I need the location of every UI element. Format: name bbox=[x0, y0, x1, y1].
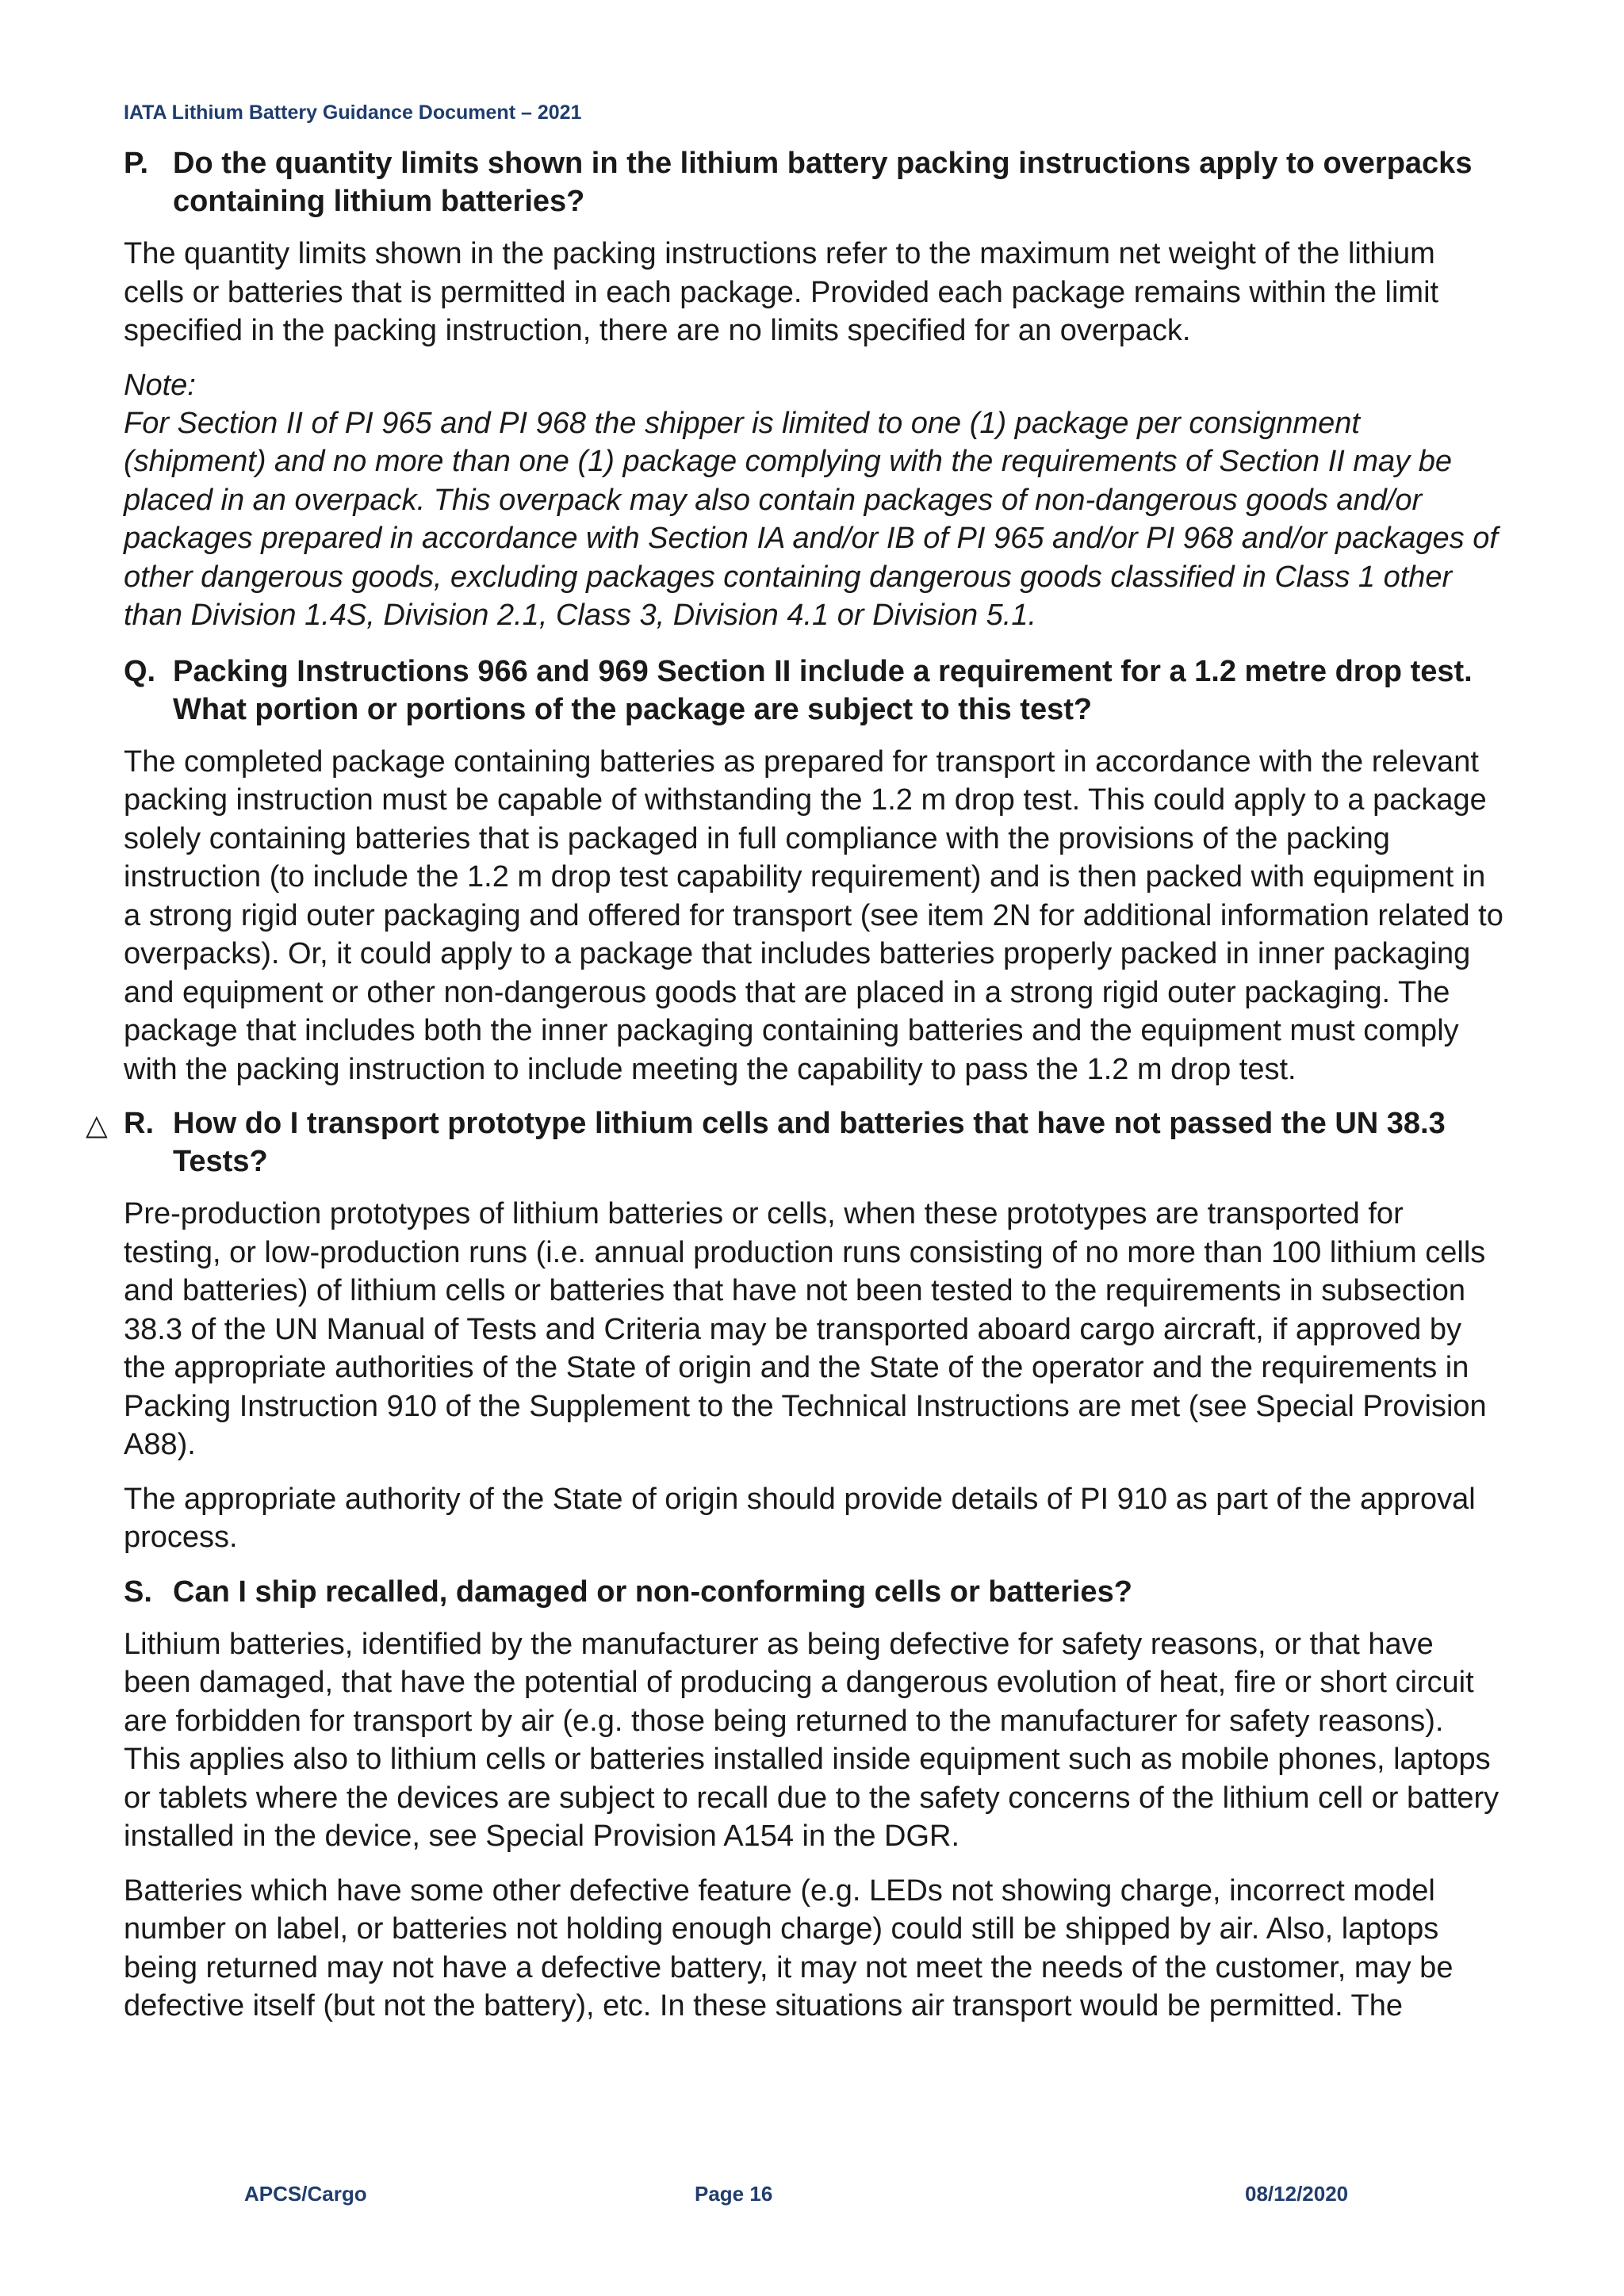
answer-paragraph: The completed package containing batteries as prepared for transport in accordance with the relevant packing instruction must be capable of withstanding the 1.2 m drop test. This could apply to a package solely containing batteries that is packaged in full compliance with the provisions of the packing instruction (to include the 1.2 m drop test capability requirement) and is then packed with equipment in a strong rigid outer packaging and offered for transport (see item 2N for additional information related to overpacks). Or, it could apply to a package that includes batteries properly packed in inner packaging and equipment or other non-dangerous goods that are placed in a strong rigid outer packaging. The package that includes both the inner packaging containing batteries and the equipment must comply with the packing instruction to include meeting the capability to pass the 1.2 m drop test. bbox=[124, 744, 1503, 1086]
page-content bbox=[86, 144, 1503, 2042]
footer-department: APCS/Cargo bbox=[244, 2182, 367, 2206]
question-r bbox=[86, 1104, 1503, 1181]
change-triangle-icon: △ bbox=[86, 1108, 108, 1141]
question-letter: S. bbox=[124, 1575, 152, 1609]
answer-paragraph: Batteries which have some other defective feature (e.g. LEDs not showing charge, incorrect model number on label, or batteries not holding enough charge) could still be shipped by air. Also, laptops being returned may not have a defective battery, it may not meet the needs of the customer, may be defective itself (but not the battery), etc. In these situations air transport would be permitted. The bbox=[124, 1873, 1454, 2022]
footer-page-number: Page 16 bbox=[695, 2182, 773, 2206]
answer-paragraph: Pre-production prototypes of lithium batteries or cells, when these prototypes are transported for testing, or low-production runs (i.e. annual production runs consisting of no more than 100 lithium cells and batteries) of lithium cells or batteries that have not been tested to the requirements in subsection 38.3 of the UN Manual of Tests and Criteria may be transported aboard cargo aircraft, if approved by the appropriate authorities of the State of origin and the State of the operator and the requirements in Packing Instruction 910 of the Supplement to the Technical Instructions are met (see Special Provision A88). bbox=[124, 1197, 1487, 1461]
question-text: Packing Instructions 966 and 969 Section II include a requirement for a 1.2 metre drop test. What portion or portions of the package are subject to this test? bbox=[173, 654, 1473, 726]
question-text: Do the quantity limits shown in the lithium battery packing instructions apply to overpacks containing lithium batteries? bbox=[173, 147, 1473, 218]
question-letter: R. bbox=[124, 1107, 154, 1140]
question-text: Can I ship recalled, damaged or non-conforming cells or batteries? bbox=[173, 1575, 1132, 1609]
answer-paragraph: Lithium batteries, identified by the manufacturer as being defective for safety reasons, or that have been damaged, that have the potential of producing a dangerous evolution of heat, fire or short circuit are forbidden for transport by air (e.g. those being returned to the manufacturer for safety reasons). This applies also to lithium cells or batteries installed inside equipment such as mobile phones, laptops or tablets where the devices are subject to recall due to the safety concerns of the lithium cell or battery installed in the device, see Special Provision A154 in the DGR. bbox=[124, 1627, 1500, 1853]
footer-date: 08/12/2020 bbox=[1245, 2182, 1349, 2206]
question-s bbox=[124, 1573, 1503, 1611]
document-header: IATA Lithium Battery Guidance Document – 2021 bbox=[124, 101, 582, 124]
question-letter: P. bbox=[124, 147, 149, 180]
note-label: Note: bbox=[124, 368, 196, 402]
question-p bbox=[124, 144, 1503, 220]
answer-paragraph: The appropriate authority of the State of origin should provide details of PI 910 as part of the approval process. bbox=[124, 1482, 1476, 1554]
question-letter: Q. bbox=[124, 654, 156, 688]
note-text: For Section II of PI 965 and PI 968 the shipper is limited to one (1) package per consignment (shipment) and no more than one (1) package complying with the requirements of Section II may be placed in an overpack. This overpack may also contain packages of non-dangerous goods and/or packages prepared in accordance with Section IA and/or IB of PI 965 and/or PI 968 and/or packages of other dangerous goods, excluding packages containing dangerous goods classified in Class 1 other than Division 1.4S, Division 2.1, Class 3, Division 4.1 or Division 5.1. bbox=[124, 406, 1498, 632]
question-q bbox=[124, 652, 1503, 729]
question-text: How do I transport prototype lithium cells and batteries that have not passed the UN 38.3 Tests? bbox=[173, 1107, 1446, 1178]
answer-paragraph: The quantity limits shown in the packing instructions refer to the maximum net weight of the lithium cells or batteries that is permitted in each package. Provided each package remains within the limit specified in the packing instruction, there are no limits specified for an overpack. bbox=[124, 237, 1439, 347]
